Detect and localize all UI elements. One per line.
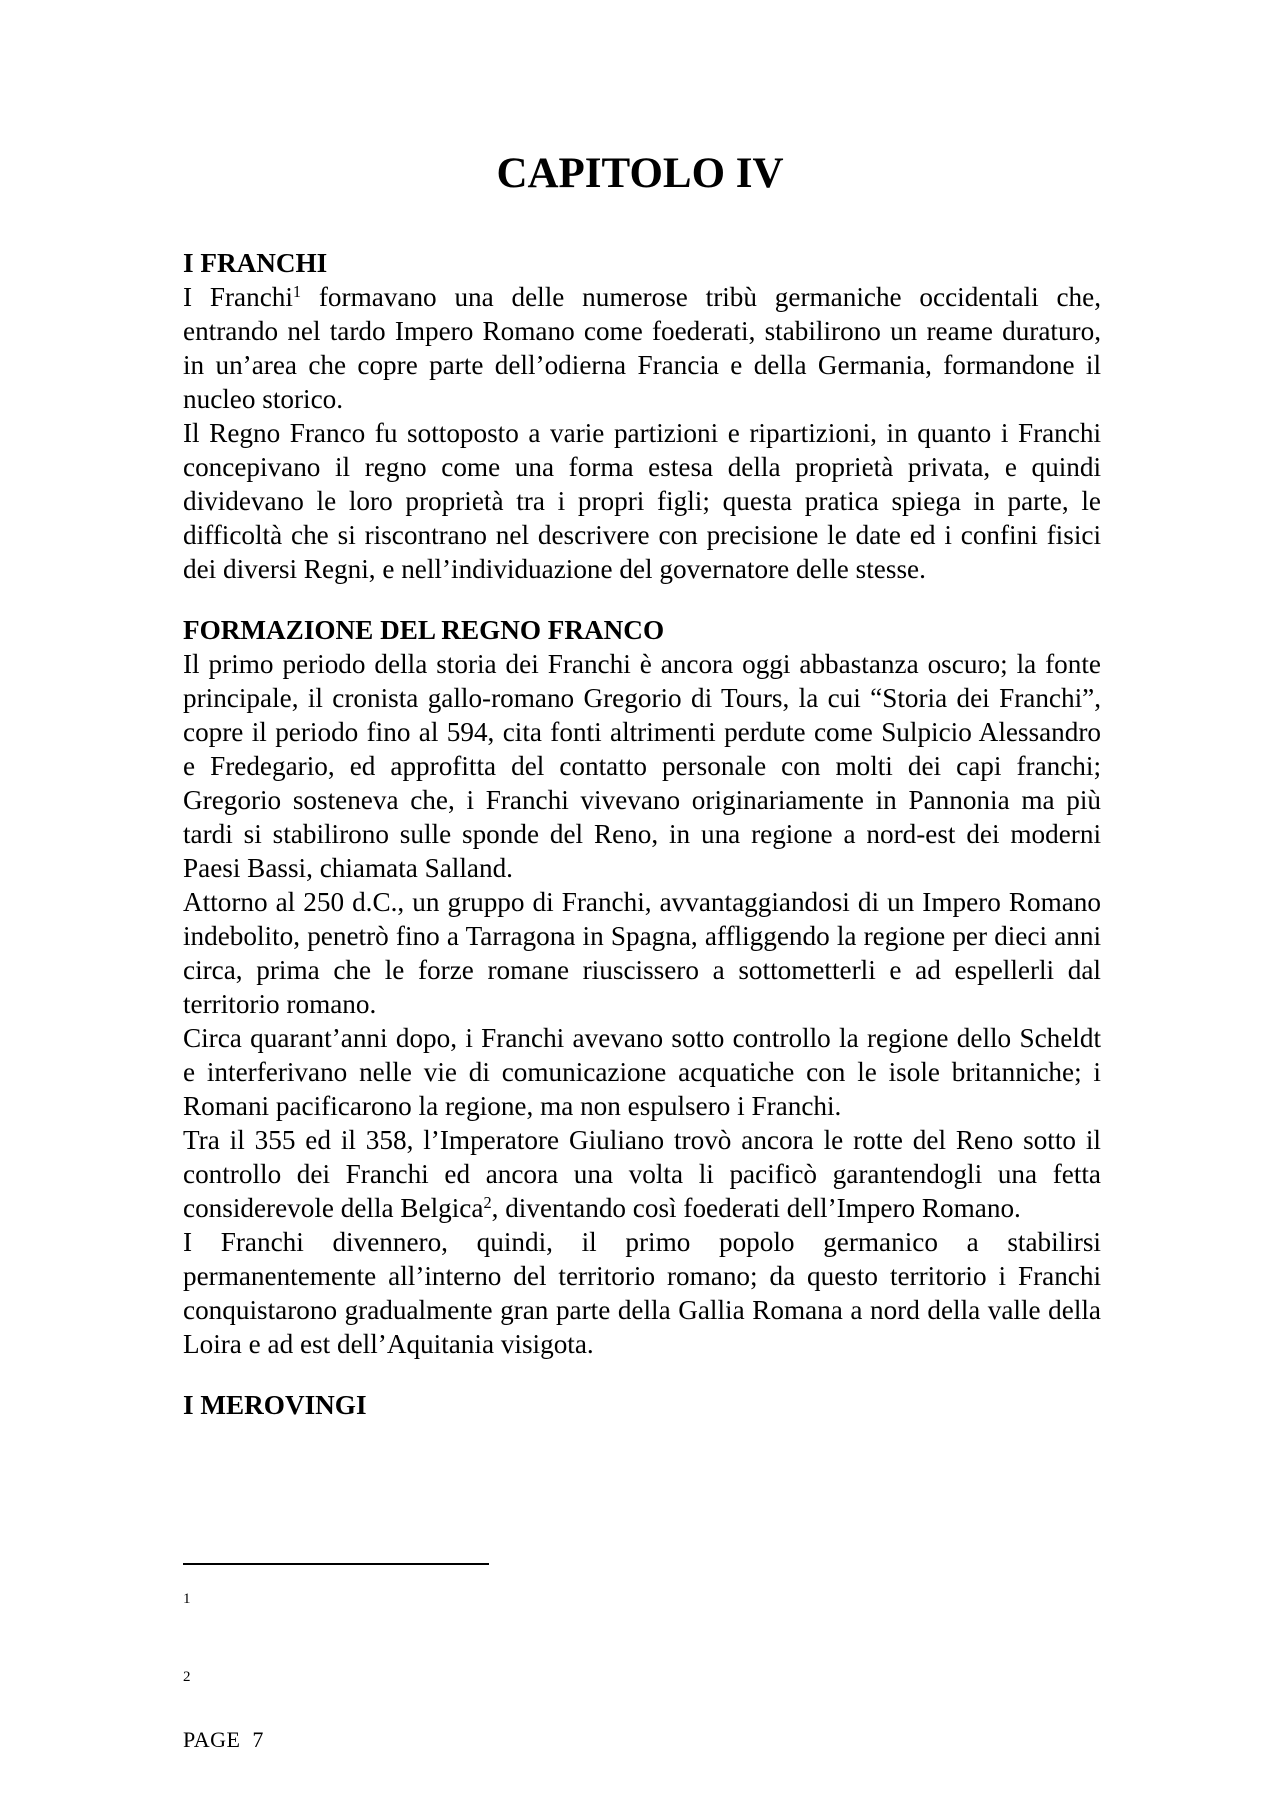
text-run: Circa quarant’anni dopo, i Franchi avevano sotto controllo la regione dello Scheldt e interferivano nelle vie di comunicazione acquatiche con le isole britanniche; i Romani pacificarono la regione, ma non espulsero i Franchi.	[183, 1023, 1101, 1121]
section-heading: I FRANCHI	[183, 248, 328, 278]
text-run: I Franchi	[183, 282, 293, 312]
paragraph	[183, 280, 1101, 416]
text-run: Attorno al 250 d.C., un gruppo di Franchi, avvantaggiandosi di un Impero Romano indebolito, penetrò fino a Tarragona in Spagna, affliggendo la regione per dieci anni circa, prima che le forze romane riuscissero a sottometterli e ad espellerli dal territorio romano.	[183, 887, 1101, 1019]
paragraph	[183, 647, 1101, 885]
chapter-title: CAPITOLO IV	[496, 150, 784, 197]
paragraph	[183, 1021, 1101, 1123]
text-run: , diventando così foederati dell’Impero Romano.	[491, 1193, 1021, 1223]
footnote-separator	[183, 1563, 489, 1565]
footnote-ref[interactable]: 2	[483, 1193, 492, 1213]
footnote-number: 1	[183, 1591, 191, 1607]
paragraph	[183, 1225, 1101, 1361]
paragraph	[183, 416, 1101, 586]
page-number: PAGE 7	[183, 1727, 264, 1752]
paragraph	[183, 885, 1101, 1021]
section-franchi	[183, 246, 1101, 1422]
text-run: formavano una delle numerose tribù germaniche occidentali che, entrando nel tardo Impero Romano come foederati, stabilirono un reame duraturo, in un’area che copre parte dell’odierna Francia e della Germania, formandone il nucleo storico.	[183, 282, 1102, 414]
section-gap	[183, 586, 1101, 613]
text-run: Il Regno Franco fu sottoposto a varie partizioni e ripartizioni, in quanto i Franchi concepivano il regno come una forma estesa della proprietà privata, e quindi dividevano le loro proprietà tra i propri figli; questa pratica spiega in parte, le difficoltà che si riscontrano nel descrivere con precisione le date ed i confini fisici dei diversi Regni, e nell’individuazione del governatore delle stesse.	[183, 418, 1101, 584]
text-run: Il primo periodo della storia dei Franchi è ancora oggi abbastanza oscuro; la fonte principale, il cronista gallo-romano Gregorio di Tours, la cui “Storia dei Franchi”, copre il periodo fino al 594, cita fonti altrimenti perdute come Sulpicio Alessandro e Fredegario, ed approfitta del contatto personale con molti dei capi franchi; Gregorio sosteneva che, i Franchi vivevano originariamente in Pannonia ma più tardi si stabilirono sulle sponde del Reno, in una regione a nord-est dei moderni Paesi Bassi, chiamata Salland.	[183, 649, 1101, 883]
text-run: I Franchi divennero, quindi, il primo popolo germanico a stabilirsi permanentemente all’interno del territorio romano; da questo territorio i Franchi conquistarono gradualmente gran parte della Gallia Romana a nord della valle della Loira e ad est dell’Aquitania visigota.	[183, 1227, 1101, 1359]
section-heading: I MEROVINGI	[183, 1390, 367, 1420]
section-heading: FORMAZIONE DEL REGNO FRANCO	[183, 615, 665, 645]
footnote-number: 2	[183, 1669, 191, 1685]
section-gap	[183, 1361, 1101, 1388]
footnote-ref[interactable]: 1	[292, 282, 302, 302]
text-run: Tra il 355 ed il 358, l’Imperatore Giuliano trovò ancora le rotte del Reno sotto il controllo dei Franchi ed ancora una volta li pacificò garantendogli una fetta considerevole della Belgica	[183, 1125, 1101, 1223]
paragraph	[183, 1123, 1101, 1225]
